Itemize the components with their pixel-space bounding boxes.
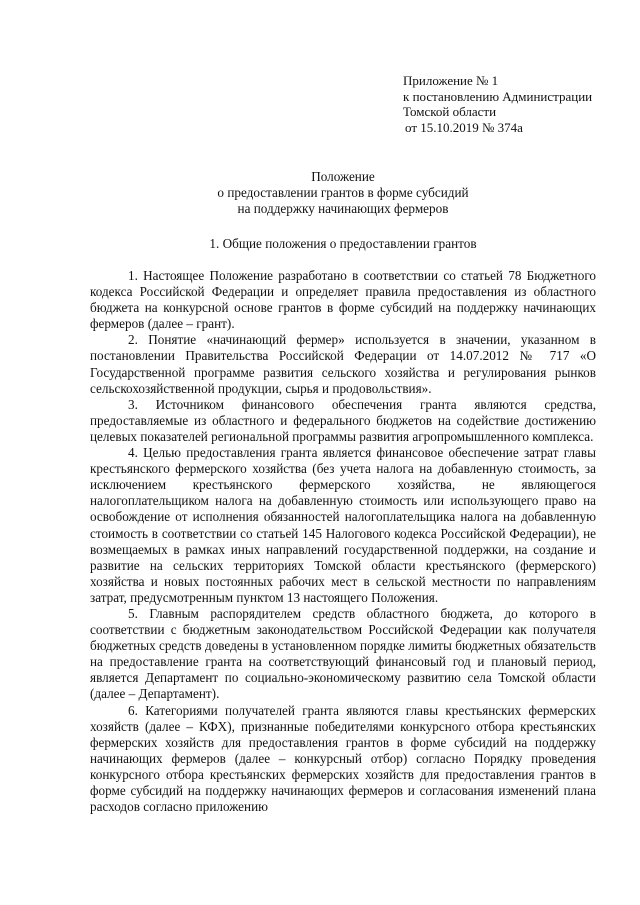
- title-line-3: на поддержку начинающих фермеров: [237, 201, 449, 216]
- appendix-line-4: от 15.10.2019 № 374а: [405, 119, 523, 135]
- paragraph-6: 6. Категориями получателей гранта являются главы крестьянских фермерских хозяйств (далее – КФХ), признанные победителями конкурсного отбора крестьянских фермерских хозяйств для предоставления грантов в форме субсидий на поддержку начинающих фермеров (далее – конкурсный отбор) согласно Порядку проведения конкурсного отбора крестьянских фермерских хозяйств для предоставления грантов в форме субсидий на поддержку начинающих фермеров и согласования изменений плана расходов согласно приложению: [90, 702, 596, 815]
- paragraph-1: 1. Настоящее Положение разработано в соответствии со статьей 78 Бюджетного кодекса Российской Федерации и определяет правила предоставления из областного бюджета на конкурсной основе грантов в форме субсидий на поддержку начинающих фермеров (далее – грант).: [90, 268, 596, 332]
- appendix-line-1: Приложение № 1: [403, 73, 499, 88]
- paragraph-2: 2. Понятие «начинающий фермер» используется в значении, указанном в постановлении Правительства Российской Федерации от 14.07.2012 № 717 «О Государственной программе развития сельского хозяйства и регулирования рынков сельскохозяйственной продукции, сырья и продовольствия».: [90, 332, 596, 396]
- document-title: [90, 169, 596, 217]
- title-line-1: Положение: [311, 169, 375, 184]
- title-line-2: о предоставлении грантов в форме субсидий: [217, 185, 469, 200]
- paragraph-5: 5. Главным распорядителем средств областного бюджета, до которого в соответствии с бюджетным законодательством Российской Федерации как получателя бюджетных средств доведены в установленном порядке лимиты бюджетных обязательств на предоставление гранта на соответствующий финансовый год и плановый период, является Департамент по социально-экономическому развитию села Томской области (далее – Департамент).: [90, 605, 596, 702]
- section-heading: 1. Общие положения о предоставлении грантов: [209, 236, 477, 251]
- paragraph-3: 3. Источником финансового обеспечения гранта являются средства, предоставляемые из областного и федерального бюджетов на содействие достижению целевых показателей региональной программы развития агропромышленного комплекса.: [90, 396, 596, 444]
- appendix-line-3: Томской области: [403, 104, 497, 119]
- document-body: [90, 268, 596, 815]
- appendix-header: [403, 73, 592, 135]
- paragraph-4: 4. Целью предоставления гранта является финансовое обеспечение затрат главы крестьянского фермерского хозяйства (без учета налога на добавленную стоимость, за исключением крестьянского фермерского хозяйства, не являющегося налогоплательщиком налога на добавленную стоимость или использующего право на освобождение от исполнения обязанностей налогоплательщика налога на добавленную стоимость в соответствии со статьей 145 Налогового кодекса Российской Федерации), не возмещаемых в рамках иных направлений государственной поддержки, на создание и развитие на сельских территориях Томской области крестьянского (фермерского) хозяйства и новых постоянных рабочих мест в сельской местности по направлениям затрат, предусмотренным пунктом 13 настоящего Положения.: [90, 445, 596, 605]
- appendix-line-2: к постановлению Администрации: [403, 88, 593, 104]
